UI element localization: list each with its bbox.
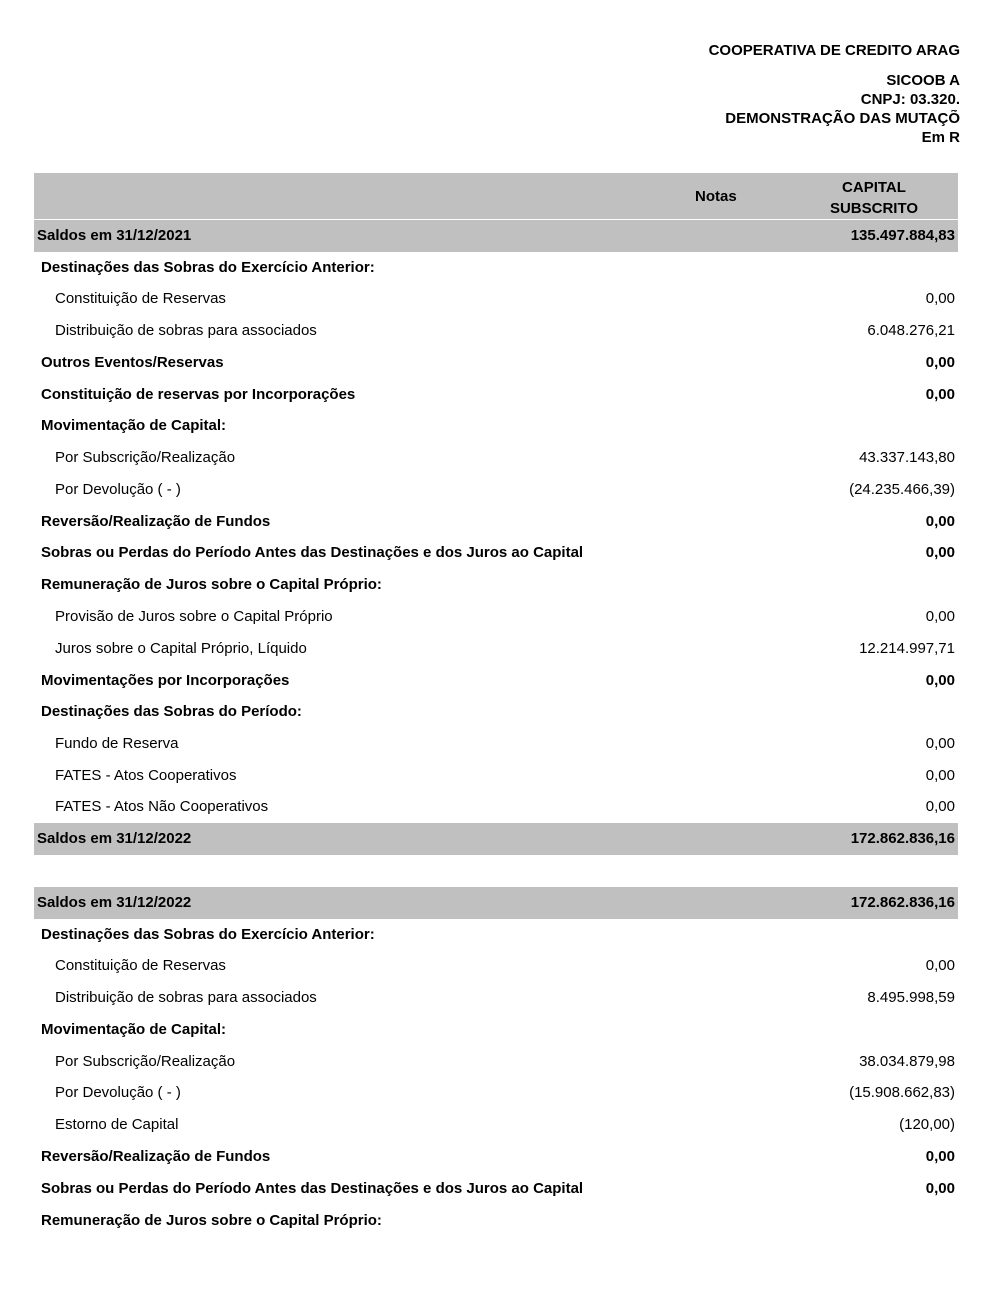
- detail-row: [34, 1077, 958, 1109]
- detail-row: [34, 601, 958, 633]
- row-label: Por Subscrição/Realização: [55, 449, 236, 466]
- row-label: FATES - Atos Não Cooperativos: [55, 798, 269, 815]
- row-value: 0,00: [925, 1180, 955, 1197]
- capital-column-header: [812, 177, 936, 219]
- row-label: Sobras ou Perdas do Período Antes das Destinações e dos Juros ao Capital: [41, 544, 584, 561]
- section-row: [34, 347, 958, 379]
- detail-row: [34, 950, 958, 982]
- section-row: [34, 1205, 958, 1237]
- detail-row: [34, 982, 958, 1014]
- row-label: Juros sobre o Capital Próprio, Líquido: [55, 640, 307, 657]
- currency-note: Em R: [921, 129, 960, 146]
- cooperative-name: COOPERATIVA DE CREDITO ARAG: [708, 42, 960, 59]
- section-row: [34, 506, 958, 538]
- capital-header-line1: CAPITAL: [842, 179, 906, 196]
- section-row: [34, 696, 958, 728]
- row-value: (15.908.662,83): [849, 1084, 955, 1101]
- section-row: [34, 919, 958, 951]
- row-value: 0,00: [925, 290, 955, 307]
- row-value: 135.497.884,83: [850, 227, 955, 244]
- detail-row: [34, 728, 958, 760]
- row-value: 0,00: [925, 354, 955, 371]
- row-label: Movimentações por Incorporações: [41, 672, 290, 689]
- row-value: 0,00: [925, 1148, 955, 1165]
- section-row: [34, 537, 958, 569]
- row-label: Saldos em 31/12/2021: [37, 227, 192, 244]
- statement-title: DEMONSTRAÇÃO DAS MUTAÇÕ: [725, 110, 960, 127]
- row-label: Movimentação de Capital:: [41, 1021, 227, 1038]
- row-value: 0,00: [925, 957, 955, 974]
- row-label: Distribuição de sobras para associados: [55, 989, 317, 1006]
- row-label: Distribuição de sobras para associados: [55, 322, 317, 339]
- row-label: Remuneração de Juros sobre o Capital Próprio:: [41, 576, 382, 593]
- row-label: Saldos em 31/12/2022: [37, 894, 192, 911]
- row-label: Reversão/Realização de Fundos: [41, 513, 271, 530]
- row-value: 0,00: [925, 513, 955, 530]
- row-label: Constituição de Reservas: [55, 290, 226, 307]
- section-row: [34, 410, 958, 442]
- capital-header-line2: SUBSCRITO: [829, 200, 919, 217]
- row-value: 172.862.836,16: [850, 894, 955, 911]
- row-value: 6.048.276,21: [867, 322, 955, 339]
- row-label: Fundo de Reserva: [55, 735, 179, 752]
- row-value: 0,00: [925, 767, 955, 784]
- row-value: (120,00): [899, 1116, 955, 1133]
- row-label: Sobras ou Perdas do Período Antes das Destinações e dos Juros ao Capital: [41, 1180, 584, 1197]
- section-row: [34, 252, 958, 284]
- row-label: Por Subscrição/Realização: [55, 1053, 236, 1070]
- row-label: Reversão/Realização de Fundos: [41, 1148, 271, 1165]
- section-row: [34, 1141, 958, 1173]
- section-row: [34, 1173, 958, 1205]
- row-label: Saldos em 31/12/2022: [37, 830, 192, 847]
- cooperative-short-name: SICOOB A: [886, 72, 960, 89]
- row-label: Remuneração de Juros sobre o Capital Próprio:: [41, 1212, 382, 1229]
- section-row: [34, 665, 958, 697]
- row-label: Provisão de Juros sobre o Capital Próprio: [55, 608, 333, 625]
- row-label: Destinações das Sobras do Exercício Anterior:: [41, 926, 375, 943]
- balance-row: [34, 220, 958, 252]
- row-value: 8.495.998,59: [867, 989, 955, 1006]
- row-value: 172.862.836,16: [850, 830, 955, 847]
- detail-row: [34, 474, 958, 506]
- detail-row: [34, 633, 958, 665]
- detail-row: [34, 760, 958, 792]
- row-label: FATES - Atos Cooperativos: [55, 767, 237, 784]
- row-value: 12.214.997,71: [859, 640, 955, 657]
- section-row: [34, 379, 958, 411]
- row-value: 38.034.879,98: [859, 1053, 955, 1070]
- detail-row: [34, 1046, 958, 1078]
- row-label: Por Devolução ( - ): [55, 1084, 181, 1101]
- row-label: Destinações das Sobras do Exercício Anterior:: [41, 259, 375, 276]
- section-row: [34, 569, 958, 601]
- cnpj: CNPJ: 03.320.: [860, 91, 960, 108]
- section-row: [34, 1014, 958, 1046]
- detail-row: [34, 1109, 958, 1141]
- detail-row: [34, 791, 958, 823]
- row-value: 0,00: [925, 672, 955, 689]
- row-label: Destinações das Sobras do Período:: [41, 703, 302, 720]
- row-label: Outros Eventos/Reservas: [41, 354, 224, 371]
- balance-row: [34, 823, 958, 855]
- detail-row: [34, 442, 958, 474]
- detail-row: [34, 315, 958, 347]
- row-value: (24.235.466,39): [849, 481, 955, 498]
- row-label: Estorno de Capital: [55, 1116, 179, 1133]
- row-value: 0,00: [925, 735, 955, 752]
- row-label: Constituição de reservas por Incorporações: [41, 386, 356, 403]
- balance-row: [34, 887, 958, 919]
- detail-row: [34, 283, 958, 315]
- row-value: 0,00: [925, 608, 955, 625]
- row-label: Movimentação de Capital:: [41, 417, 227, 434]
- row-value: 0,00: [925, 544, 955, 561]
- row-value: 0,00: [925, 798, 955, 815]
- row-label: Por Devolução ( - ): [55, 481, 181, 498]
- row-label: Constituição de Reservas: [55, 957, 226, 974]
- notes-column-header: Notas: [695, 188, 737, 205]
- row-value: 43.337.143,80: [859, 449, 955, 466]
- row-value: 0,00: [925, 386, 955, 403]
- table-column-header: [34, 173, 958, 219]
